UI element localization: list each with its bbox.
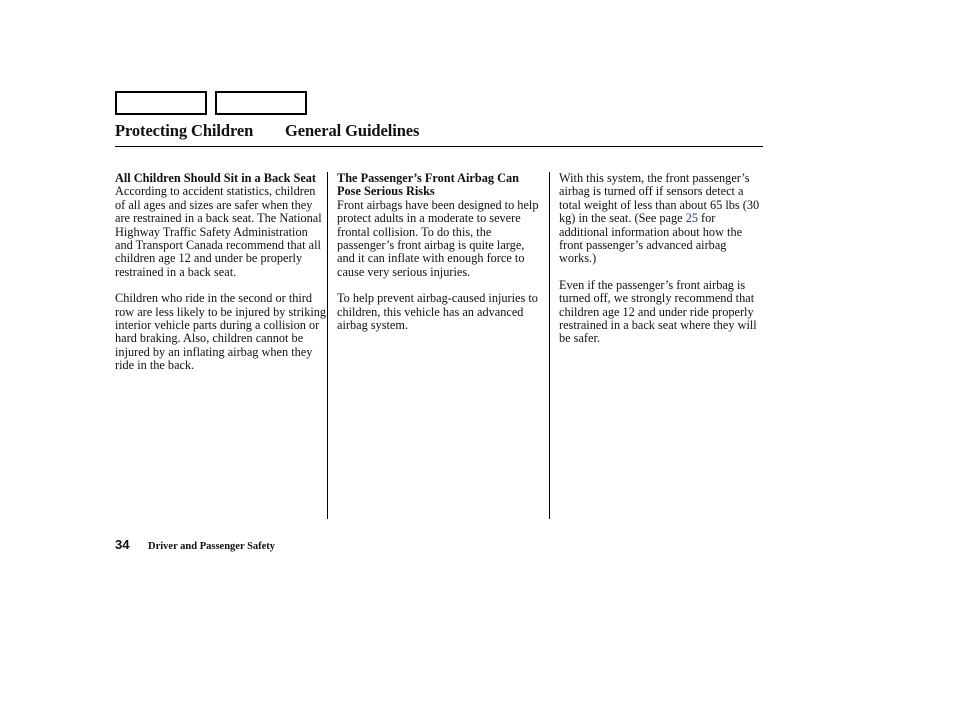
paragraph: Front airbags have been designed to help protect adults in a moderate to severe frontal collision. To do this, the passenger’s front airbag is quite large, and it can inflate with enough force to cause very serious injuries. — [337, 197, 539, 279]
paragraph: According to accident statistics, children of all ages and sizes are safer when they are restrained in a back seat. The National Highway Traffic Safety Administration and Transport Canada recommend that all children age 12 and under be properly restrained in a back seat. — [115, 184, 322, 279]
nav-button-previous[interactable] — [115, 91, 207, 115]
column-advanced-airbag — [559, 172, 765, 359]
page-title: General Guidelines — [285, 121, 420, 140]
paragraph: Children who ride in the second or third row are less likely to be injured by striking interior vehicle parts during a collision or hard braking. Also, children cannot be injured by an inflating airbag when they ride in the back. — [115, 291, 327, 373]
paragraph-text: With this system, the front passenger’s airbag is turned off if sensors detect a total weight of less than about 65 lbs (30 kg) in the seat. (See page — [559, 171, 760, 226]
footer-section-name: Driver and Passenger Safety — [148, 541, 276, 552]
section-title: Protecting Children — [115, 121, 254, 140]
page-reference-link[interactable]: 25 — [685, 211, 698, 226]
column-heading: All Children Should Sit in a Back Seat — [115, 171, 317, 185]
column-divider — [327, 172, 328, 519]
page-number: 34 — [115, 537, 130, 552]
column-front-airbag — [337, 172, 543, 345]
paragraph: Even if the passenger’s front airbag is turned off, we strongly recommend that children age 12 and under ride properly restrained in a back seat where they will be safer. — [559, 277, 757, 346]
column-divider — [549, 172, 550, 519]
header-divider — [115, 146, 763, 147]
paragraph — [559, 172, 765, 266]
paragraph: To help prevent airbag-caused injuries to children, this vehicle has an advanced airbag system. — [337, 291, 538, 333]
nav-button-next[interactable] — [215, 91, 307, 115]
column-heading: The Passenger’s Front Airbag Can Pose Serious Risks — [337, 171, 519, 199]
column-back-seat — [115, 172, 327, 386]
paragraph-text: for additional information about how the front passenger’s advanced airbag works.) — [559, 211, 743, 266]
